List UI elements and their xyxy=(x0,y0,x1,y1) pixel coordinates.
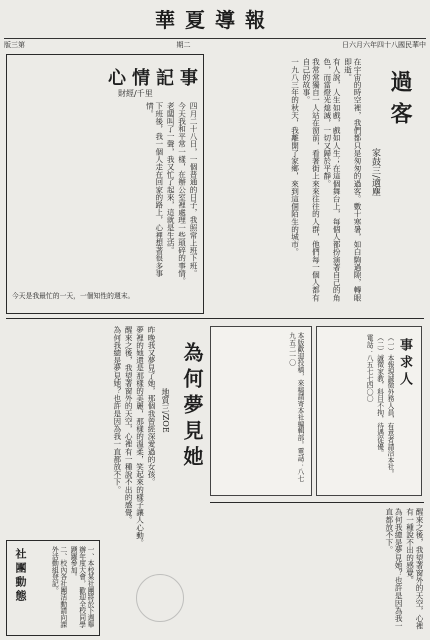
library-stamp-icon xyxy=(136,574,184,622)
article-paragraph: 醒來之後，我望著窗外的天空，心裡有一種說不出的感覺。 xyxy=(405,508,424,630)
lower-divider xyxy=(210,502,424,503)
notice-shetuan-title: 社團動態 xyxy=(14,548,27,604)
article-paragraph: 一九八三年的秋天，我離開了家鄉，來到這個陌生的城市。 xyxy=(290,58,300,256)
article-paragraph: 醒來之後，我望著窗外的天空，心裡有一種說不出的感覺。 xyxy=(124,326,134,524)
issue-number-label: 期二 xyxy=(176,41,191,49)
article-weihe-continued xyxy=(210,508,424,632)
issue-page-label: 版三第 xyxy=(4,41,25,49)
article-paragraph: 我常常獨自一人站在窗前，看著街上來來往往的人群，他們每一個人都有自己的故事。 xyxy=(301,58,321,302)
article-xinqing-footer: 今天是我最忙的一天，一個知性的週末。 xyxy=(12,292,135,300)
notice-paragraph: 二、校內各社團活動請向課外活動組登記。 xyxy=(50,546,67,628)
article-xinqing-byline: 財經/千里 xyxy=(118,89,153,98)
ad-paragraph: （一）本報現誠徵外務人員，有意者請洽本社。 xyxy=(386,334,394,477)
article-paragraph: 四月二十八日，一個普通的日子，我照常上班下班。 xyxy=(189,102,198,277)
ad-paragraph: 電話：八五七七四〇〇 xyxy=(365,334,374,402)
article-paragraph: 為何我總是夢見她？也許是因為我一直都放不下。 xyxy=(384,508,404,630)
article-paragraph: 今天我和平常一樣，在辦公室裡處理一些瑣碎的事情。 xyxy=(177,102,187,285)
article-paragraph: 為何我總是夢見她？也許是因為我一直都放不下。 xyxy=(112,326,122,494)
masthead-title: 華夏導報 xyxy=(155,8,275,32)
ad-qiuren-body xyxy=(324,334,394,486)
ad-qiuren-title: 事求人 xyxy=(397,338,412,389)
issue-date-label: 日六月六年四十八國民華中 xyxy=(342,41,426,49)
ad-paragraph: （二）誠徵家教，科目不拘，待遇從優。 xyxy=(375,334,384,457)
issue-line xyxy=(4,40,426,52)
article-weihe-title: 為何夢見她 xyxy=(180,342,204,472)
masthead-rule xyxy=(4,38,426,39)
article-paragraph: 有人說，人生如戲，戲如人生；在這個舞台上，每個人都扮演著自己的角色，而當燈光熄滅，一切又歸於平靜。 xyxy=(322,58,342,302)
ad-middle-text: 本版歡迎投稿，來稿請寄本社編輯部。電話：八七九五二一〇 xyxy=(287,332,304,482)
article-guoke-title: 過客 xyxy=(387,70,413,134)
notice-paragraph: 一、本校某社團將於下週舉辦年度大會，歡迎全校同學踴躍參加。 xyxy=(69,546,94,628)
article-guoke-body xyxy=(212,58,362,308)
section-divider xyxy=(6,318,424,319)
article-paragraph: 昨晚我又夢見了她，那個我曾經深愛過的女孩。 xyxy=(147,326,156,486)
article-paragraph: 老闆叫了一聲，我又忙了起來，這就是生活。 xyxy=(166,102,176,254)
article-paragraph: 夢裡的她還是那樣的美麗，那樣的溫柔，笑起來的樣子讓人心動。 xyxy=(135,326,145,547)
notice-shetuan-body xyxy=(28,546,94,630)
article-guoke-byline: 家鼓三/適塵 xyxy=(370,148,380,197)
article-xinqing-title: 心情記事 xyxy=(108,68,204,89)
article-weihe-byline: 地質三/ZOE xyxy=(161,388,170,433)
article-xinqing-body xyxy=(12,102,198,288)
article-paragraph: 下班後，我一個人走在回家的路上，心裡想著很多事情。 xyxy=(145,102,164,277)
article-paragraph: 在宇宙的時空裡，我們都只是匆匆的過客。數十寒暑，如白駒過隙，轉眼即逝。 xyxy=(343,58,362,302)
